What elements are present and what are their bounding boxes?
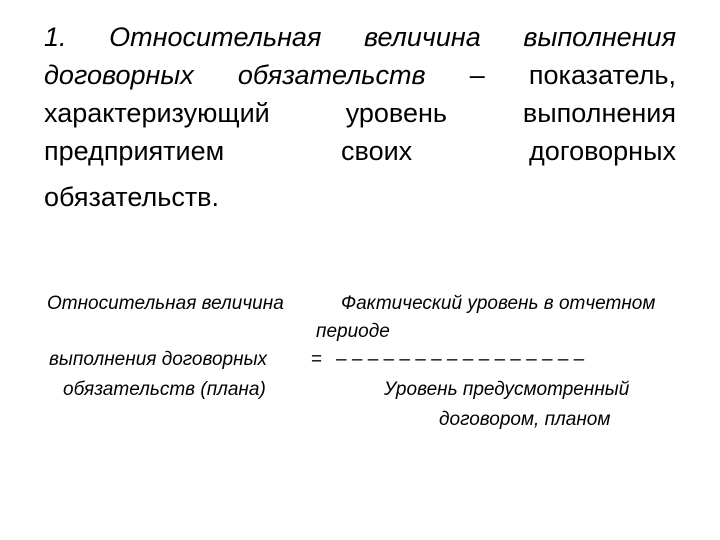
- definition-word: характеризующий: [44, 98, 270, 128]
- formula-numerator-line-1: Фактический уровень в отчетном: [341, 293, 656, 314]
- formula-numerator-line-2: периоде: [316, 321, 390, 342]
- formula-fraction-line: – – – – – – – – – – – – – – – –: [336, 349, 585, 370]
- formula-left-line-3: обязательств (плана): [63, 379, 266, 400]
- formula-left-line-1: Относительная величина: [47, 293, 284, 314]
- formula-denominator-line-1: Уровень предусмотренный: [384, 379, 630, 400]
- term-word: договорных: [44, 60, 194, 90]
- formula-left-line-2: выполнения договорных: [49, 349, 268, 370]
- definition-dash: –: [469, 60, 485, 90]
- formula-equals-sign: =: [311, 349, 323, 370]
- formula-denominator-line-2: договором, планом: [439, 409, 611, 430]
- item-number: 1.: [44, 22, 67, 52]
- definition-word: предприятием: [44, 136, 225, 166]
- definition-word: показатель,: [528, 60, 676, 90]
- term-word: обязательств: [237, 60, 426, 90]
- definition-word: договорных: [529, 136, 676, 166]
- term-word: величина: [364, 22, 481, 52]
- definition-word: обязательств.: [44, 182, 220, 212]
- term-word: выполнения: [523, 22, 676, 52]
- definition-word: уровень: [345, 98, 447, 128]
- definition-word: своих: [341, 136, 413, 166]
- definition-word: выполнения: [522, 98, 676, 128]
- term-word: Относительная: [109, 22, 322, 52]
